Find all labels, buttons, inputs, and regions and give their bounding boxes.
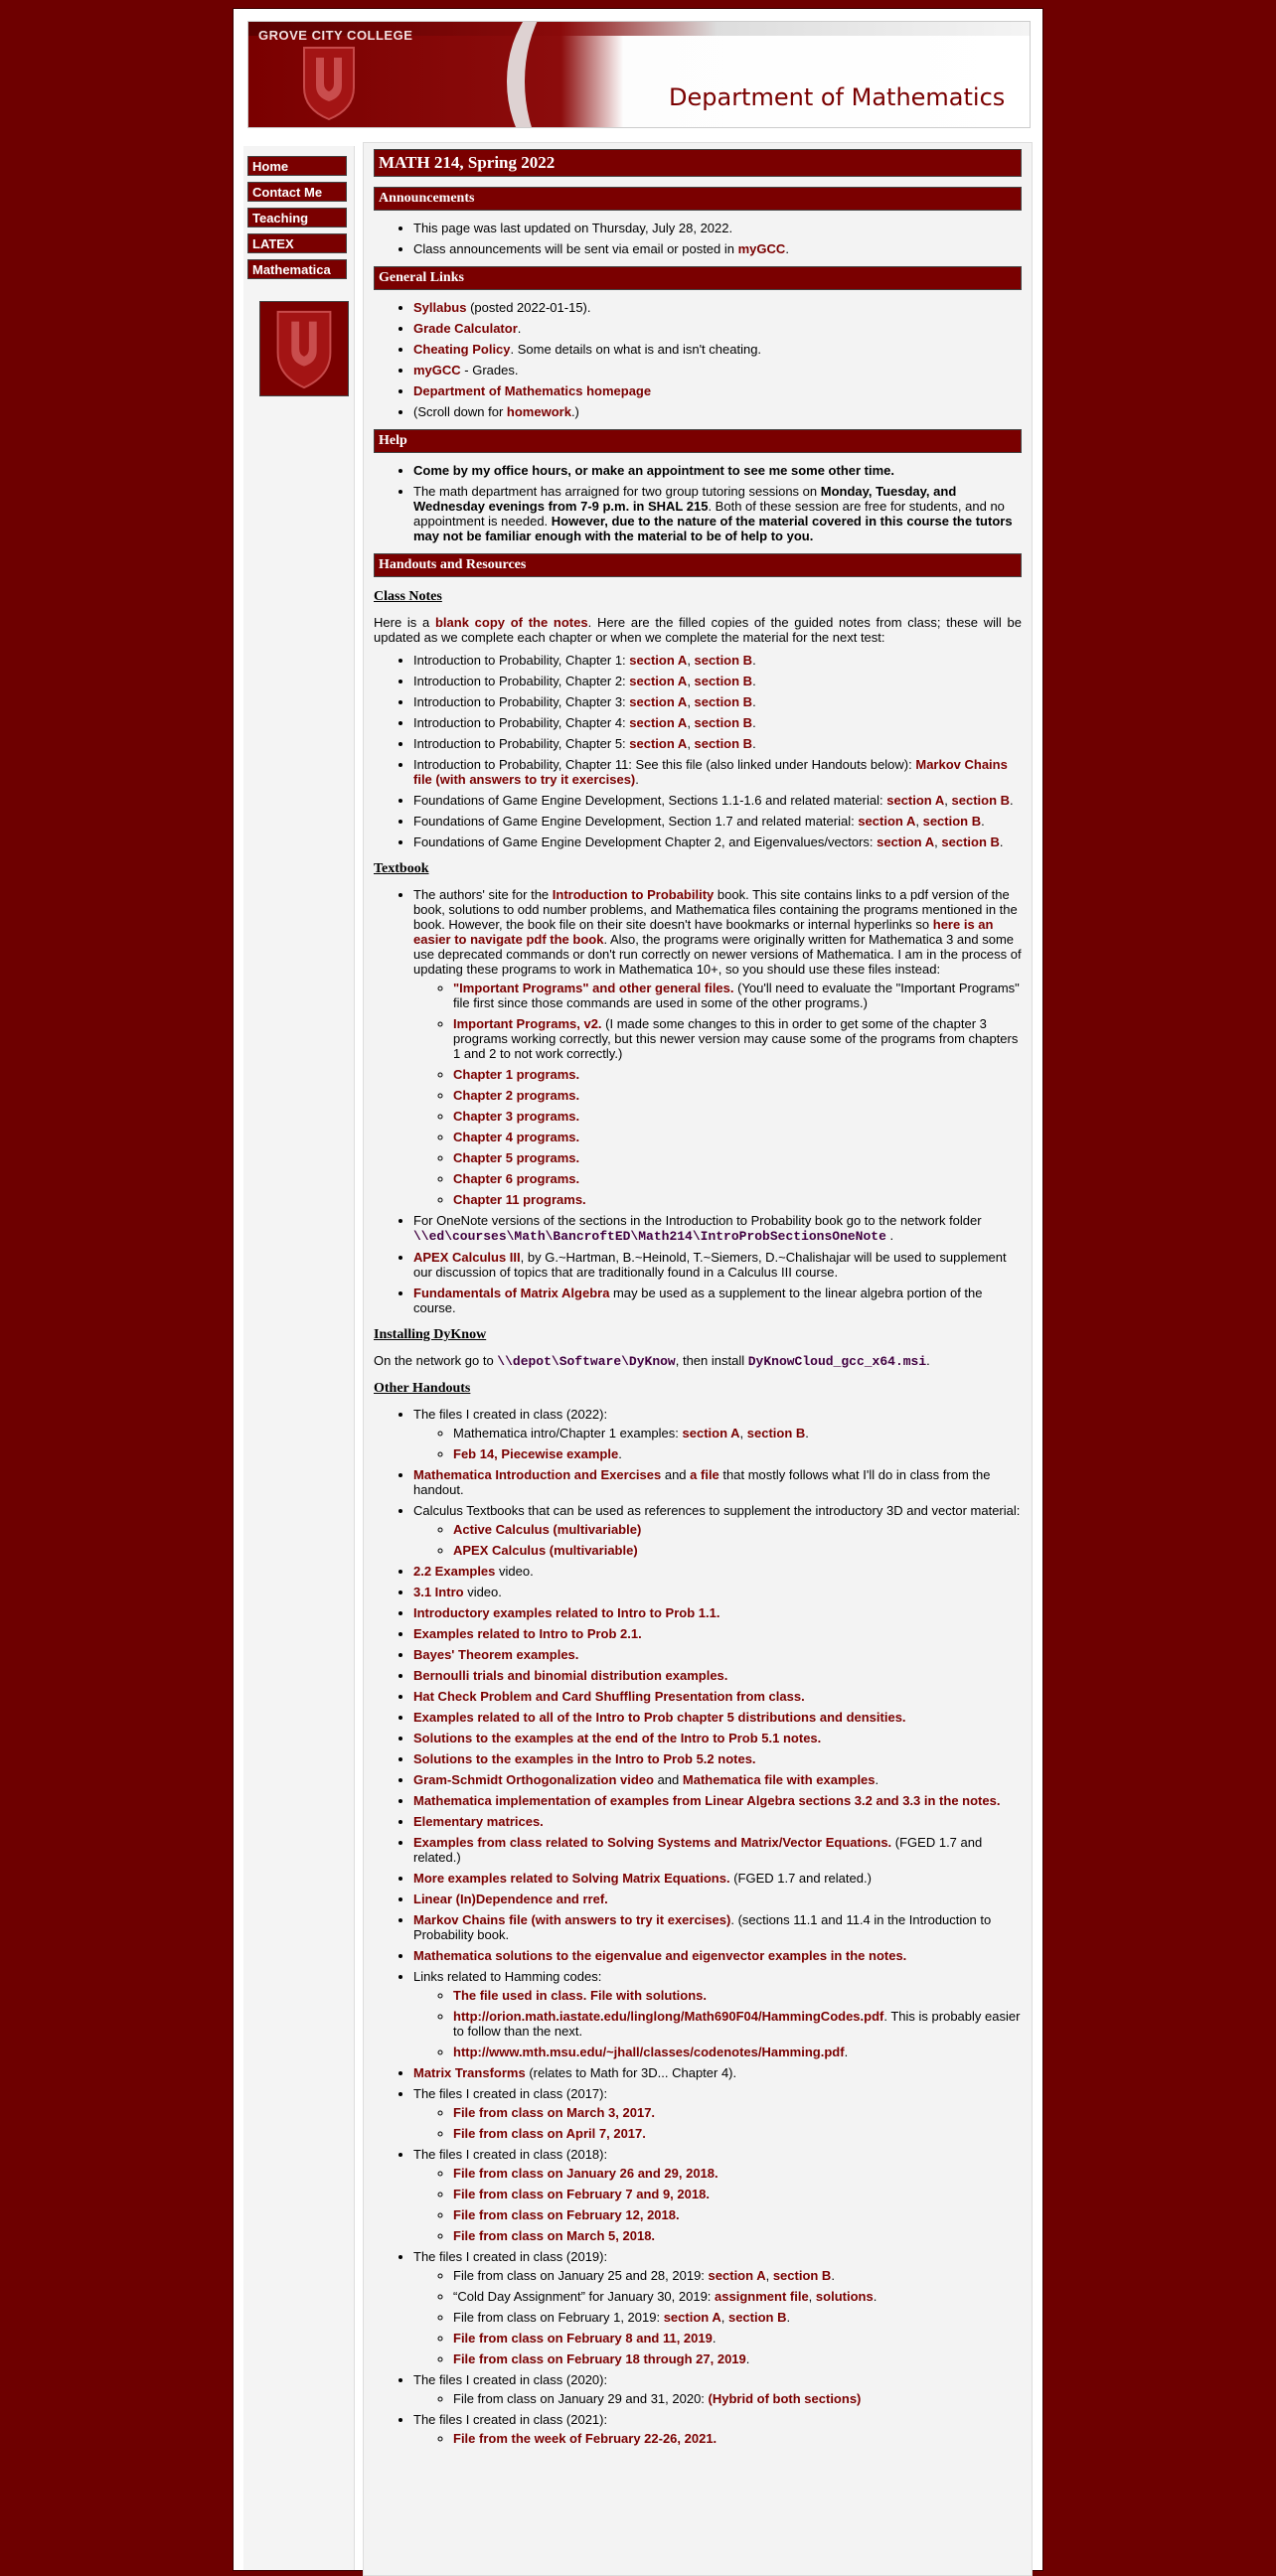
announcements-heading: Announcements	[374, 187, 1022, 211]
college-name: GROVE CITY COLLEGE	[258, 28, 413, 43]
list-item	[413, 1892, 1022, 1906]
list-item: • The files I created in class (2020): ◦ File from class on January 29 and 31, 2020: (Hybrid of both sections)	[413, 2372, 1022, 2406]
matrix-transforms-link[interactable]: Matrix Transforms	[413, 2065, 526, 2080]
list-item: • The files I created in class (2021): ◦ File from the week of February 22-26, 2021.	[413, 2412, 1022, 2446]
section-b-link[interactable]: section B	[694, 694, 753, 709]
handout-link[interactable]: Examples related to Intro to Prob 2.1.	[413, 1626, 642, 1641]
syllabus-link[interactable]: Syllabus	[413, 300, 467, 315]
list-item	[453, 1171, 1022, 1186]
a-file-link[interactable]: a file	[690, 1467, 719, 1482]
list-item	[453, 1192, 1022, 1207]
list-item	[453, 2228, 1022, 2243]
nav-home[interactable]: Home	[247, 156, 347, 176]
mathematica-intro-link[interactable]: Mathematica Introduction and Exercises	[413, 1467, 662, 1482]
hamming-iastate-link[interactable]: http://orion.math.iastate.edu/linglong/Math690F04/HammingCodes.pdf	[453, 2009, 884, 2024]
apex-calculus-link[interactable]: APEX Calculus III	[413, 1250, 521, 1265]
nav-latex[interactable]: LATEX	[247, 233, 347, 253]
handout-link[interactable]: Solutions to the examples at the end of the Intro to Prob 5.1 notes.	[413, 1731, 822, 1745]
nav-contact[interactable]: Contact Me	[247, 182, 347, 202]
section-a-link[interactable]: section A	[886, 793, 945, 808]
sidebar	[243, 146, 355, 2570]
list-item: • Introduction to Probability, Chapter 4: section A, section B.	[413, 715, 1022, 730]
general-links-list	[374, 300, 1022, 419]
list-item: • Examples from class related to Solving Systems and Matrix/Vector Equations. (FGED 1.7 and related.)	[413, 1835, 1022, 1865]
section-a-link[interactable]: section A	[629, 674, 688, 688]
chapter-programs-link[interactable]: Chapter 6 programs.	[453, 1171, 580, 1186]
nav-mathematica[interactable]: Mathematica	[247, 259, 347, 279]
help-list	[374, 463, 1022, 543]
textbook-heading: Textbook	[374, 861, 429, 876]
list-item: • Matrix Transforms (relates to Math for 3D... Chapter 4).	[413, 2065, 1022, 2080]
list-item: ◦ File from class on February 1, 2019: section A, section B.	[453, 2310, 1022, 2325]
list-item: ◦ Mathematica intro/Chapter 1 examples: section A, section B.	[453, 1426, 1022, 1440]
list-item	[453, 1522, 1022, 1537]
list-item: • Introduction to Probability, Chapter 3: section A, section B.	[413, 694, 1022, 709]
mygcc-link[interactable]: myGCC	[737, 241, 786, 256]
section-a-link[interactable]: section A	[877, 834, 935, 849]
section-a-link[interactable]: section A	[629, 736, 688, 751]
list-item	[453, 1130, 1022, 1144]
list-item: • The files I created in class (2022): ◦ Mathematica intro/Chapter 1 examples: section A, section B. ◦ Feb 14, Piecewise example.	[413, 1407, 1022, 1461]
section-b-link[interactable]: section B	[694, 736, 753, 751]
class-file-link[interactable]: File from class on February 12, 2018.	[453, 2207, 680, 2222]
list-item: • Syllabus (posted 2022-01-15).	[413, 300, 1022, 315]
list-item	[413, 1647, 1022, 1662]
list-item	[413, 1814, 1022, 1829]
hamming-solutions-link[interactable]: File with solutions.	[590, 1988, 708, 2003]
list-item: • Markov Chains file (with answers to try it exercises). (sections 11.1 and 11.4 in the Introduction to Probability book.	[413, 1912, 1022, 1942]
section-b-link[interactable]: section B	[772, 2268, 832, 2283]
department-title: Department of Mathematics	[669, 83, 1006, 111]
list-item	[453, 2126, 1022, 2141]
assignment-file-link[interactable]: assignment file	[715, 2289, 809, 2304]
textbook-list	[374, 887, 1022, 1315]
list-item: • For OneNote versions of the sections in the Introduction to Probability book go to the network folder \\ed\courses\Math\BancroftED\Math214\IntroProbSectionsOneNote .	[413, 1213, 1022, 1244]
list-item	[413, 1626, 1022, 1641]
class-file-link[interactable]: File from class on January 26 and 29, 2018.	[453, 2166, 718, 2181]
list-item: • The math department has arraigned for two group tutoring sessions on Monday, Tuesday, and Wednesday evenings from 7-9 p.m. in SHAL 215. Both of these session are free for students, and no appointment is needed. However, due to the nature of the material covered in this course the tutors may not be familiar enough with the material to be of help to you.	[413, 484, 1022, 543]
list-item: ◦ File from class on January 25 and 28, 2019: section A, section B.	[453, 2268, 1022, 2283]
list-item: • Foundations of Game Engine Development Chapter 2, and Eigenvalues/vectors: section A, section B.	[413, 834, 1022, 849]
list-item: • The authors' site for the Introduction to Probability book. This site contains links to a pdf version of the book, solutions to odd number problems, and Mathematica files containing the programs mentioned in the book. However, the book file on their site doesn't have bookmarks or internal hyperlinks so here is an easier to navigate pdf the book. Also, the programs were originally written for Mathematica 3 and some use deprecated commands or don't run correctly on newer versions of Mathematica. I am in the process of updating these programs to work in Mathematica 10+, so you should use these files instead: ◦ "Important Programs" and other general files. (You'll need to evaluate the "Important Programs" file first since those commands are used in some of the other programs.) ◦ Important Programs, v2. (I made some changes to this in order to get some of the chapter 3 programs working correctly, but this newer version may cause some of the programs from chapters 1 and 2 to not work correctly.) ◦ Chapter 1 programs. ◦ Chapter 2 programs. ◦ Chapter 3 programs. ◦ Chapter 4 programs. ◦ Chapter 5 programs. ◦ Chapter 6 programs. ◦ Chapter 11 programs.	[413, 887, 1022, 1207]
solutions-link[interactable]: solutions	[815, 2289, 874, 2304]
intro-prob-link[interactable]: Introduction to Probability	[552, 887, 715, 902]
list-item	[413, 1668, 1022, 1683]
list-item: • 2.2 Examples video.	[413, 1564, 1022, 1579]
handout-link[interactable]: Bayes' Theorem examples.	[413, 1647, 579, 1662]
list-item: ◦ Feb 14, Piecewise example.	[453, 1446, 1022, 1461]
list-item	[453, 1150, 1022, 1165]
list-item: • Introduction to Probability, Chapter 11: See this file (also linked under Handouts below): Markov Chains file (with answers to try it exercises).	[413, 757, 1022, 787]
list-item: ◦ http://orion.math.iastate.edu/linglong/Math690F04/HammingCodes.pdf. This is probably easier to follow than the next.	[453, 2009, 1022, 2039]
list-item: ◦ File from class on January 29 and 31, 2020: (Hybrid of both sections)	[453, 2391, 1022, 2406]
feb14-link[interactable]: Feb 14, Piecewise example	[453, 1446, 619, 1461]
list-item: ◦ File from class on February 8 and 11, 2019.	[453, 2331, 1022, 2346]
list-item: • Links related to Hamming codes: ◦ The file used in class. File with solutions. ◦ http://orion.math.iastate.edu/linglong/Math690F04/HammingCodes.pdf. This is probably easier to follow than the next. ◦ http://www.mth.msu.edu/~jhall/classes/codenotes/Hamming.pdf.	[413, 1969, 1022, 2059]
list-item	[453, 2166, 1022, 2181]
college-shield-logo	[300, 44, 358, 121]
list-item	[453, 2187, 1022, 2201]
list-item	[413, 1731, 1022, 1745]
list-item: • Introduction to Probability, Chapter 5: section A, section B.	[413, 736, 1022, 751]
class-notes-heading: Class Notes	[374, 589, 442, 604]
list-item: • Foundations of Game Engine Development, Section 1.7 and related material: section A, section B.	[413, 814, 1022, 829]
other-handouts-heading: Other Handouts	[374, 1381, 471, 1396]
dyknow-heading: Installing DyKnow	[374, 1327, 487, 1342]
handout-link[interactable]: Examples related to all of the Intro to Prob chapter 5 distributions and densities.	[413, 1710, 906, 1725]
chapter-programs-link[interactable]: Chapter 5 programs.	[453, 1150, 580, 1165]
class-file-link[interactable]: File from class on February 18 through 27, 2019	[453, 2351, 746, 2366]
chapter-programs-link[interactable]: Chapter 3 programs.	[453, 1109, 580, 1124]
page-container	[233, 8, 1043, 2571]
list-item	[413, 1710, 1022, 1725]
hamming-msu-link[interactable]: http://www.mth.msu.edu/~jhall/classes/codenotes/Hamming.pdf	[453, 2045, 845, 2059]
mygcc-grades-link[interactable]: myGCC	[413, 363, 461, 378]
chapter-programs-link[interactable]: Chapter 11 programs.	[453, 1192, 586, 1207]
section-b-link[interactable]: section B	[694, 674, 753, 688]
class-file-link[interactable]: File from class on April 7, 2017.	[453, 2126, 646, 2141]
dept-homepage-link[interactable]: Department of Mathematics homepage	[413, 383, 652, 398]
handout-link[interactable]: Mathematica implementation of examples from Linear Algebra sections 3.2 and 3.3 in the notes.	[413, 1793, 1001, 1808]
list-item	[413, 383, 1022, 398]
help-heading: Help	[374, 429, 1022, 453]
class-file-link[interactable]: File from class on February 7 and 9, 2018.	[453, 2187, 710, 2201]
section-a-link[interactable]: section A	[708, 2268, 766, 2283]
list-item	[453, 1067, 1022, 1082]
list-item	[453, 1088, 1022, 1103]
section-b-link[interactable]: section B	[727, 2310, 787, 2325]
important-programs-link[interactable]: "Important Programs" and other general files.	[453, 981, 734, 995]
section-b-link[interactable]: section B	[694, 715, 753, 730]
list-item	[453, 1109, 1022, 1124]
section-b-link[interactable]: section B	[694, 653, 753, 668]
homework-link[interactable]: homework	[506, 404, 571, 419]
cheating-policy-link[interactable]: Cheating Policy	[413, 342, 511, 357]
handout-link[interactable]: Elementary matrices.	[413, 1814, 544, 1829]
matrix-algebra-link[interactable]: Fundamentals of Matrix Algebra	[413, 1286, 610, 1300]
list-item: • Fundamentals of Matrix Algebra may be used as a supplement to the linear algebra portion of the course.	[413, 1286, 1022, 1315]
list-item: • Cheating Policy. Some details on what is and isn't cheating.	[413, 342, 1022, 357]
examples-2-2-link[interactable]: 2.2 Examples	[413, 1564, 496, 1579]
apex-multivariable-link[interactable]: APEX Calculus (multivariable)	[453, 1543, 638, 1558]
list-item	[453, 2207, 1022, 2222]
list-item	[413, 1689, 1022, 1704]
section-b-link[interactable]: section B	[951, 793, 1011, 808]
list-item: ◦ “Cold Day Assignment” for January 30, 2019: assignment file, solutions.	[453, 2289, 1022, 2304]
matrix-equations-link[interactable]: More examples related to Solving Matrix Equations.	[413, 1871, 730, 1886]
class-notes-intro: Here is a blank copy of the notes. Here are the filled copies of the guided notes from class; these will be updated as we complete each chapter or when we complete the material for the next test:	[374, 615, 1022, 645]
list-item	[453, 1988, 1022, 2003]
hybrid-link[interactable]: (Hybrid of both sections)	[708, 2391, 862, 2406]
list-item: • Gram-Schmidt Orthogonalization video and Mathematica file with examples.	[413, 1772, 1022, 1787]
list-item: • Come by my office hours, or make an appointment to see me some other time.	[413, 463, 1022, 478]
blank-notes-link[interactable]: blank copy of the notes	[434, 615, 588, 630]
solving-systems-link[interactable]: Examples from class related to Solving Systems and Matrix/Vector Equations.	[413, 1835, 892, 1850]
important-programs-v2-link[interactable]: Important Programs, v2.	[453, 1016, 602, 1031]
list-item: ◦ File from class on February 18 through 27, 2019.	[453, 2351, 1022, 2366]
list-item: • Introduction to Probability, Chapter 1: section A, section B.	[413, 653, 1022, 668]
section-b-link[interactable]: section B	[746, 1426, 806, 1440]
list-item	[453, 1543, 1022, 1558]
list-item: • More examples related to Solving Matrix Equations. (FGED 1.7 and related.)	[413, 1871, 1022, 1886]
list-item	[413, 1605, 1022, 1620]
list-item: • This page was last updated on Thursday, July 28, 2022.	[413, 221, 1022, 235]
list-item: • Grade Calculator.	[413, 321, 1022, 336]
class-file-link[interactable]: File from the week of February 22-26, 2021.	[453, 2431, 718, 2446]
sidebar-shield-logo	[259, 301, 349, 396]
handouts-heading: Handouts and Resources	[374, 553, 1022, 577]
intro-3-1-link[interactable]: 3.1 Intro	[413, 1585, 464, 1599]
list-item	[453, 2431, 1022, 2446]
programs-list	[413, 981, 1022, 1207]
list-item: • The files I created in class (2019): ◦ File from class on January 25 and 28, 2019: section A, section B. ◦ “Cold Day Assignment” for January 30, 2019: assignment file, solutions. ◦ File from class on February 1, 2019: section A, section B. ◦ File from class on February 8 and 11, 2019. ◦ File from class on February 18 through 27, 2019.	[413, 2249, 1022, 2366]
list-item	[413, 1948, 1022, 1963]
class-file-link[interactable]: File from class on March 5, 2018.	[453, 2228, 656, 2243]
list-item: ◦ "Important Programs" and other general files. (You'll need to evaluate the "Important Programs" file first since those commands are used in some of the other programs.)	[453, 981, 1022, 1010]
other-handouts-list	[374, 1407, 1022, 2446]
list-item: • Class announcements will be sent via email or posted in myGCC.	[413, 241, 1022, 256]
gram-schmidt-link[interactable]: Gram-Schmidt Orthogonalization video	[413, 1772, 654, 1787]
list-item	[413, 1751, 1022, 1766]
chapter-programs-link[interactable]: Chapter 4 programs.	[453, 1130, 580, 1144]
class-file-link[interactable]: File from class on March 3, 2017.	[453, 2105, 656, 2120]
dyknow-instructions: On the network go to \\depot\Software\DyKnow, then install DyKnowCloud_gcc_x64.msi.	[374, 1353, 930, 1369]
section-a-link[interactable]: section A	[858, 814, 916, 829]
markov-chains-link[interactable]: Markov Chains file (with answers to try it exercises)	[413, 1912, 731, 1927]
linear-independence-link[interactable]: Linear (In)Dependence and rref.	[413, 1892, 608, 1906]
easier-pdf-link[interactable]: here is an easier to navigate pdf the book	[413, 917, 994, 947]
list-item: • APEX Calculus III, by G.~Hartman, B.~Heinold, T.~Siemers, D.~Chalishajar will be used to supplement our discussion of topics that are traditionally found in a Calculus III course.	[413, 1250, 1022, 1280]
class-notes-list	[374, 653, 1022, 849]
list-item: • Mathematica Introduction and Exercises and a file that mostly follows what I'll do in class from the handout.	[413, 1467, 1022, 1497]
handout-link[interactable]: Hat Check Problem and Card Shuffling Presentation from class.	[413, 1689, 805, 1704]
list-item: • Calculus Textbooks that can be used as references to supplement the introductory 3D and vector material: ◦ Active Calculus (multivariable) ◦ APEX Calculus (multivariable)	[413, 1503, 1022, 1558]
active-calculus-link[interactable]: Active Calculus (multivariable)	[453, 1522, 642, 1537]
section-b-link[interactable]: section B	[941, 834, 1000, 849]
announcements-list	[374, 221, 1022, 256]
class-file-link[interactable]: File from class on February 8 and 11, 2019	[453, 2331, 713, 2346]
list-item: ◦ Important Programs, v2. (I made some changes to this in order to get some of the chapter 3 programs working correctly, but this newer version may cause some of the programs from chapters 1 and 2 to not work correctly.)	[453, 1016, 1022, 1061]
handout-link[interactable]: Introductory examples related to Intro to Prob 1.1.	[413, 1605, 720, 1620]
section-a-link[interactable]: section A	[629, 653, 688, 668]
list-item: • myGCC - Grades.	[413, 363, 1022, 378]
list-item	[453, 2105, 1022, 2120]
list-item: • Introduction to Probability, Chapter 2: section A, section B.	[413, 674, 1022, 688]
hamming-class-file-link[interactable]: The file used in class.	[453, 1988, 587, 2003]
section-a-link[interactable]: section A	[663, 2310, 721, 2325]
grade-calculator-link[interactable]: Grade Calculator	[413, 321, 518, 336]
nav-teaching[interactable]: Teaching	[247, 208, 347, 227]
header-banner	[247, 21, 1031, 128]
onenote-path: \\ed\courses\Math\BancroftED\Math214\IntroProbSectionsOneNote	[413, 1229, 886, 1244]
general-links-heading: General Links	[374, 266, 1022, 290]
page-title: MATH 214, Spring 2022	[374, 149, 1022, 177]
gram-schmidt-file-link[interactable]: Mathematica file with examples	[682, 1772, 876, 1787]
main-content	[363, 142, 1033, 2576]
list-item: • The files I created in class (2017): ◦ File from class on March 3, 2017. ◦ File from class on April 7, 2017.	[413, 2086, 1022, 2141]
section-a-link[interactable]: section A	[629, 715, 688, 730]
list-item: • (Scroll down for homework.)	[413, 404, 1022, 419]
section-a-link[interactable]: section A	[629, 694, 688, 709]
list-item: • 3.1 Intro video.	[413, 1585, 1022, 1599]
list-item: • The files I created in class (2018): ◦ File from class on January 26 and 29, 2018. ◦ File from class on February 7 and 9, 2018. ◦ File from class on February 12, 2018. ◦ File from class on March 5, 2018.	[413, 2147, 1022, 2243]
list-item: ◦ http://www.mth.msu.edu/~jhall/classes/codenotes/Hamming.pdf.	[453, 2045, 1022, 2059]
chapter-programs-link[interactable]: Chapter 1 programs.	[453, 1067, 580, 1082]
list-item: • Foundations of Game Engine Development, Sections 1.1-1.6 and related material: section A, section B.	[413, 793, 1022, 808]
handout-link[interactable]: Solutions to the examples in the Intro to Prob 5.2 notes.	[413, 1751, 756, 1766]
handout-link[interactable]: Bernoulli trials and binomial distribution examples.	[413, 1668, 728, 1683]
list-item	[413, 1793, 1022, 1808]
chapter-programs-link[interactable]: Chapter 2 programs.	[453, 1088, 580, 1103]
eigen-solutions-link[interactable]: Mathematica solutions to the eigenvalue and eigenvector examples in the notes.	[413, 1948, 907, 1963]
markov-notes-link[interactable]: Markov Chains file (with answers to try it exercises)	[413, 757, 1008, 787]
section-b-link[interactable]: section B	[922, 814, 982, 829]
section-a-link[interactable]: section A	[682, 1426, 740, 1440]
